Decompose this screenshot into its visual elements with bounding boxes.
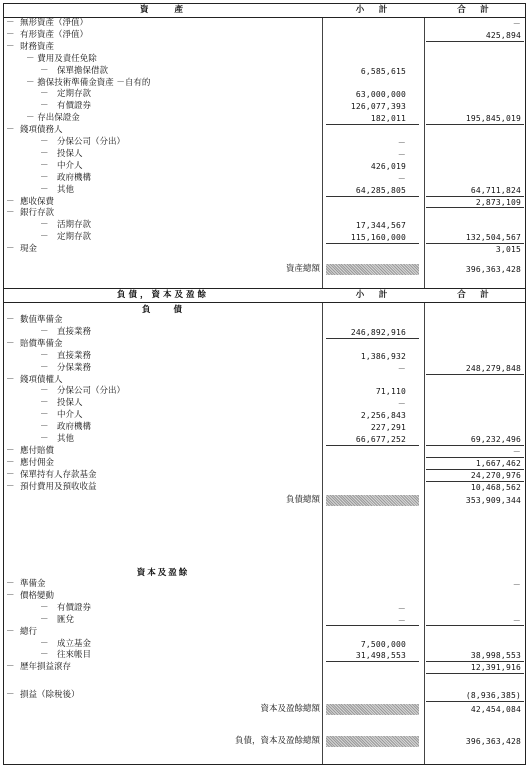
- row-label: － 中介人: [40, 160, 83, 171]
- grand-total-value: 396,363,428: [465, 737, 521, 746]
- assets-header: [4, 4, 525, 18]
- capital-total: [4, 704, 525, 715]
- grand-total: [4, 736, 525, 747]
- table-row: [4, 173, 525, 184]
- table-row: [4, 220, 525, 231]
- row-dash: －: [6, 481, 15, 492]
- table-row: [4, 458, 525, 469]
- total-value: －: [512, 19, 521, 28]
- row-label: － 直接業務: [40, 326, 92, 337]
- shaded-cell: [326, 736, 419, 747]
- table-row: [4, 422, 525, 433]
- row-dash: －: [6, 338, 15, 349]
- row-label: － 中介人: [40, 410, 83, 421]
- subtotal-value: 31,498,553: [355, 651, 406, 661]
- row-dash: －: [6, 374, 15, 385]
- subtotal-value: 63,000,000: [355, 90, 406, 100]
- total-value: 195,845,019: [465, 114, 521, 124]
- row-label: － 其他: [40, 434, 75, 444]
- table-row: [4, 113, 525, 124]
- row-dash: －: [6, 208, 15, 219]
- row-dash: －: [6, 244, 15, 255]
- row-label: － 往來帳目: [40, 650, 92, 661]
- total-value: 2,873,109: [475, 197, 521, 207]
- row-label: － 定期存款: [40, 232, 92, 243]
- table-row: [4, 410, 525, 421]
- row-label: － 直接業務: [40, 350, 92, 361]
- total-header: 合 計: [457, 5, 492, 15]
- row-label: － 投保人: [40, 148, 83, 159]
- liabilities-total-value: 353,909,344: [465, 496, 521, 505]
- subtotal-value: 115,160,000: [350, 233, 406, 243]
- subtotal-value: 71,110: [375, 387, 406, 397]
- subtotal-value: －: [397, 149, 406, 159]
- table-row: [4, 386, 525, 397]
- table-row: [4, 89, 525, 100]
- table-row: [4, 591, 525, 602]
- row-label: 財務資產: [20, 41, 55, 52]
- subtotal-value: 64,285,805: [355, 185, 406, 195]
- table-row: [4, 101, 525, 112]
- row-label: － 分保業務: [40, 362, 92, 373]
- row-label: 錢項債權人: [20, 374, 63, 385]
- row-dash: －: [6, 662, 15, 673]
- table-row: [4, 125, 525, 136]
- row-label: 預付費用及預收收益: [20, 481, 97, 492]
- subtotal-value: －: [397, 138, 406, 147]
- row-label: 賠償準備金: [20, 338, 63, 349]
- capital-total-value: 42,454,084: [470, 705, 521, 714]
- total-value: 132,504,567: [465, 233, 521, 243]
- subtotal-value: 246,892,916: [350, 327, 406, 337]
- table-row: [4, 579, 525, 590]
- liabilities-header-label: 負債，資本及盈餘: [116, 290, 209, 300]
- row-label: 應付佣金: [20, 457, 55, 468]
- row-label: － 保單擔保借款: [40, 65, 109, 76]
- total-value: 425,894: [485, 30, 521, 40]
- table-row: [4, 327, 525, 338]
- table-row: [4, 137, 525, 148]
- row-label: 損益（除稅後）: [20, 690, 80, 700]
- row-label: 應付賠償: [20, 445, 55, 456]
- row-label: 應收保費: [20, 196, 55, 207]
- assets-total: [4, 264, 525, 275]
- table-row: [4, 446, 525, 457]
- total-value: 24,270,976: [470, 470, 521, 480]
- assets-total-label: 資產總額: [285, 263, 320, 274]
- table-row: [4, 603, 525, 614]
- table-row: [4, 482, 525, 493]
- subtotal-value: －: [397, 603, 406, 613]
- subtotal-value: －: [397, 615, 406, 625]
- row-label: 價格變動: [20, 590, 55, 601]
- table-row: [4, 232, 525, 243]
- subtotal-value: 182,011: [370, 114, 406, 124]
- capital-subtitle: 資本及盈餘: [136, 568, 190, 578]
- table-row: [4, 42, 525, 53]
- table-row: [4, 339, 525, 350]
- row-label: 準備金: [20, 579, 46, 589]
- subtotal-value: 7,500,000: [360, 639, 406, 649]
- subtotal-value: －: [397, 399, 406, 409]
- row-dash: －: [6, 626, 15, 637]
- table-row: [4, 208, 525, 219]
- table-row: [4, 244, 525, 255]
- subtotal-value: 426,019: [370, 161, 406, 171]
- total-value: (8,936,385): [465, 691, 521, 700]
- table-row: [4, 185, 525, 196]
- subtotal-value: 227,291: [370, 423, 406, 433]
- row-dash: －: [6, 29, 15, 40]
- row-dash: －: [6, 590, 15, 601]
- row-dash: －: [6, 125, 15, 136]
- row-label: 銀行存款: [20, 208, 55, 219]
- subtotal-value: 1,386,932: [360, 351, 406, 361]
- row-dash: －: [6, 445, 15, 456]
- subtotal-header: 小 計: [355, 290, 391, 300]
- row-dash: －: [6, 315, 15, 325]
- table-row: [4, 66, 525, 77]
- row-label: － 分保公司（分出）: [40, 137, 126, 147]
- table-row: [4, 375, 525, 386]
- row-dash: －: [6, 579, 15, 589]
- liabilities-total: [4, 495, 525, 506]
- total-value: 69,232,496: [470, 435, 521, 444]
- table-row: [4, 30, 525, 41]
- table-row: [4, 161, 525, 172]
- row-label: － 分保公司（分出）: [40, 386, 126, 397]
- subtotal-value: －: [397, 363, 406, 373]
- shaded-cell: [326, 264, 419, 275]
- row-dash: －: [6, 457, 15, 468]
- total-value: －: [512, 615, 521, 625]
- table-row: [4, 650, 525, 661]
- total-value: 248,279,848: [465, 363, 521, 373]
- row-label: － 定期存款: [40, 89, 92, 100]
- table-row: [4, 54, 525, 65]
- total-value: 3,015: [495, 245, 521, 255]
- row-label: － 政府機構: [40, 422, 92, 433]
- capital-total-label: 資本及盈餘總額: [260, 704, 320, 714]
- table-row: [4, 615, 525, 626]
- row-label: 無形資產（淨值）: [20, 18, 89, 28]
- table-row: [4, 363, 525, 374]
- table-row: [4, 434, 525, 445]
- shaded-cell: [326, 704, 419, 715]
- row-label: － 有價證券: [40, 602, 92, 613]
- total-value: 12,391,916: [470, 663, 521, 673]
- total-header: 合 計: [457, 290, 492, 300]
- underline: [426, 673, 524, 674]
- row-dash: －: [6, 469, 15, 480]
- subtotal-header: 小 計: [355, 5, 391, 15]
- subtotal-value: 126,077,393: [350, 102, 406, 112]
- shaded-cell: [326, 495, 419, 506]
- row-dash: －: [6, 690, 15, 700]
- total-value: 64,711,824: [470, 185, 521, 195]
- row-label: 現金: [20, 244, 38, 255]
- liabilities-header: [4, 289, 525, 303]
- row-label: 歷年損益滾存: [20, 662, 72, 673]
- table-row: [4, 470, 525, 481]
- subtotal-value: 6,585,615: [360, 66, 406, 76]
- subtotal-value: 17,344,567: [355, 221, 406, 231]
- liabilities-subtitle: 負 債: [141, 305, 184, 315]
- balance-sheet: [3, 3, 526, 765]
- subtotal-value: －: [397, 173, 406, 183]
- table-row: [4, 690, 525, 701]
- table-row: [4, 78, 525, 89]
- row-label: － 其他: [40, 184, 75, 195]
- row-label: 有形資產（淨值）: [20, 29, 89, 40]
- row-label: 數值準備金: [20, 315, 63, 325]
- row-label: － 匯兌: [40, 614, 75, 625]
- total-value: 38,998,553: [470, 651, 521, 661]
- row-label: － 成立基金: [40, 638, 92, 649]
- table-row: [4, 662, 525, 673]
- total-value: －: [512, 446, 521, 456]
- row-label: － 有價證券: [40, 101, 92, 112]
- total-value: 10,468,562: [470, 482, 521, 492]
- liabilities-total-label: 負債總額: [285, 495, 320, 505]
- underline: [426, 701, 524, 702]
- table-row: [4, 18, 525, 29]
- table-row: [4, 197, 525, 208]
- row-label: － 存出保證金: [26, 113, 80, 124]
- row-label: － 投保人: [40, 398, 83, 409]
- table-row: [4, 351, 525, 362]
- row-label: － 費用及責任免除: [26, 53, 97, 64]
- row-label: － 政府機構: [40, 172, 92, 183]
- row-dash: －: [6, 41, 15, 52]
- row-label: 保單持有人存款基金: [20, 469, 97, 480]
- table-row: [4, 398, 525, 409]
- row-dash: －: [6, 18, 15, 28]
- table-row: [4, 639, 525, 650]
- row-label: 總行: [20, 626, 38, 637]
- row-label: － 擔保技術準備金資產 －自有的: [26, 77, 151, 88]
- row-label: － 活期存款: [40, 220, 92, 231]
- table-row: [4, 149, 525, 160]
- table-row: [4, 315, 525, 326]
- row-label: 錢項債務人: [20, 125, 63, 136]
- subtotal-value: 2,256,843: [360, 411, 406, 421]
- grand-total-label: 負債，資本及盈餘總額: [234, 736, 320, 746]
- assets-total-value: 396,363,428: [465, 264, 521, 274]
- row-dash: －: [6, 196, 15, 207]
- subtotal-value: 66,677,252: [355, 435, 406, 444]
- assets-header-label: 資 產: [139, 5, 186, 15]
- total-value: －: [512, 580, 521, 589]
- table-row: [4, 627, 525, 638]
- total-value: 1,667,462: [475, 458, 521, 468]
